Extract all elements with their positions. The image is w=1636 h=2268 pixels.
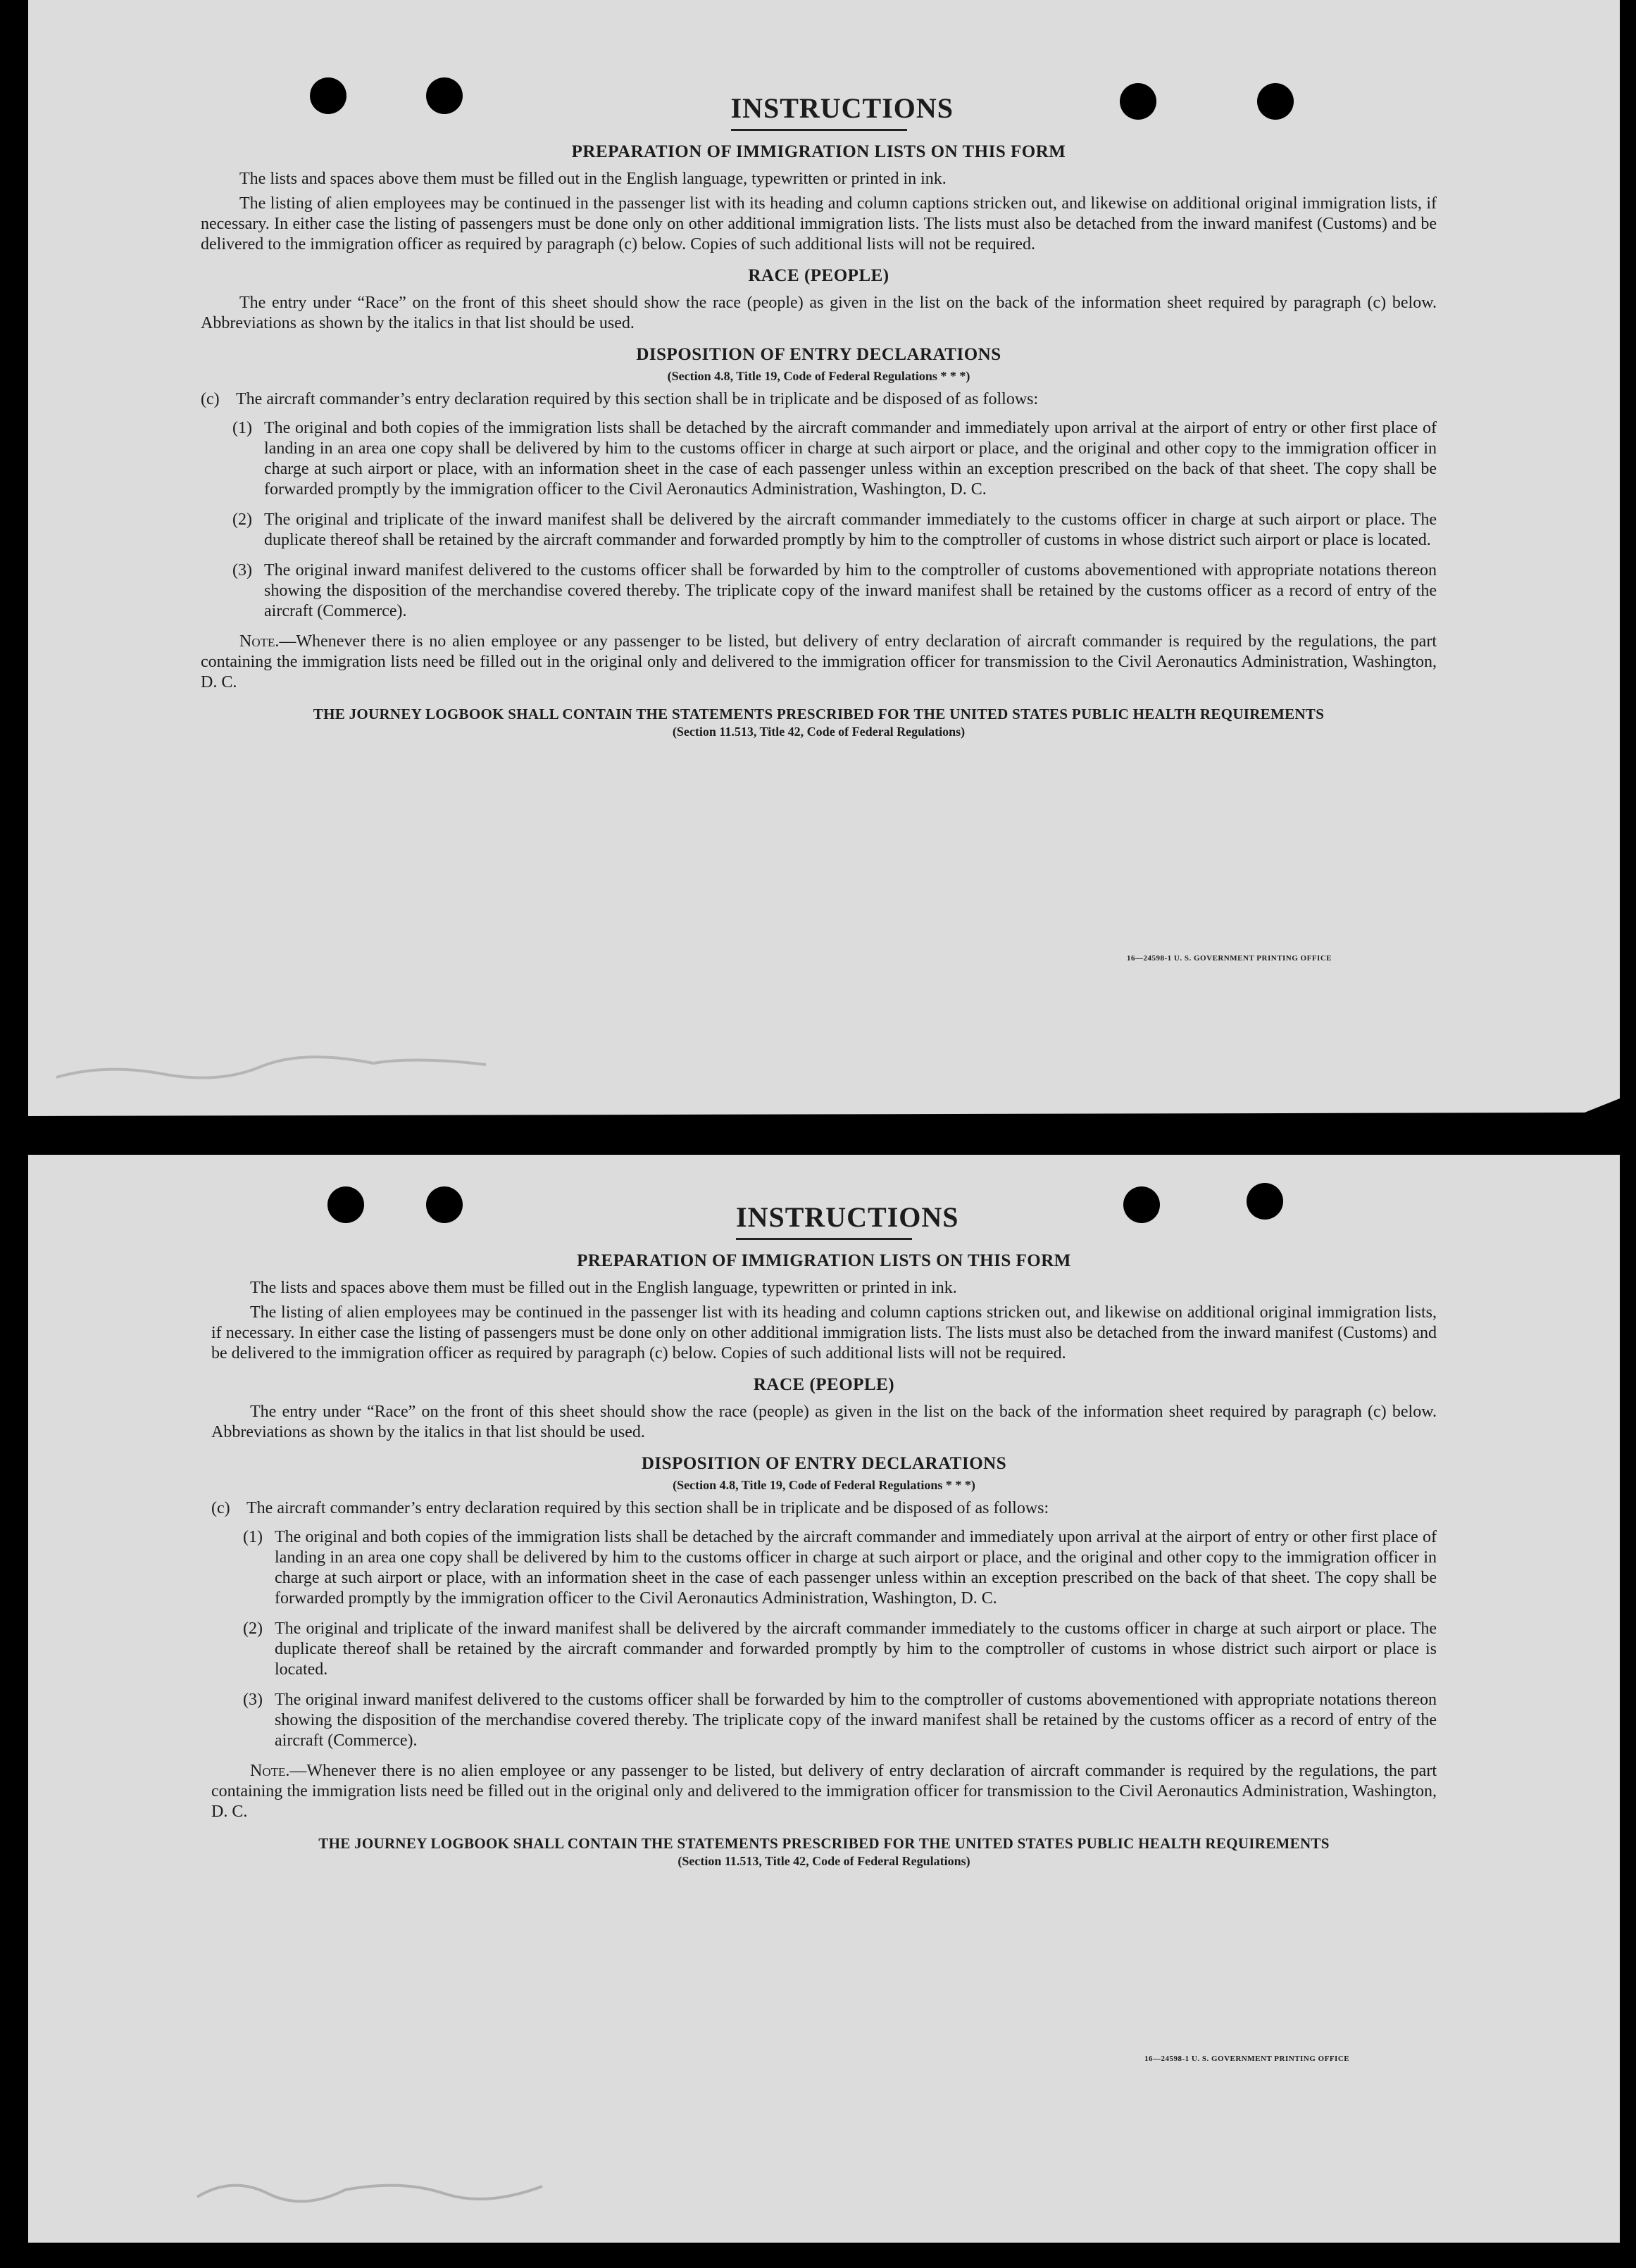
prep-heading: PREPARATION OF IMMIGRATION LISTS ON THIS FORM (577, 1251, 1071, 1270)
prep-heading: PREPARATION OF IMMIGRATION LISTS ON THIS FORM (571, 142, 1066, 161)
race-paragraph: The entry under “Race” on the front of this sheet should show the race (people) as given in the list on the back of the information sheet required by paragraph (c) below. Abbreviations as shown by the italics in that list should be used. (201, 294, 1437, 332)
torn-edge (0, 1098, 1636, 1155)
printing-office-code: 16—24598-1 U. S. GOVERNMENT PRINTING OFFICE (1144, 2055, 1350, 2063)
list-item (243, 1690, 1437, 1751)
prep-paragraph-2: The listing of alien employees may be continued in the passenger list with its heading and column captions stricken out, and likewise on additional original immigration lists, if necessary. In either case the listing of passengers must be done only on other additional immigration lists. The lists must also be detached from the inward manifest (Customs) and be delivered to the immigration officer as required by paragraph (c) below. Copies of such additional lists will not be required. (211, 1303, 1437, 1362)
list-item (243, 1527, 1437, 1609)
list-item (232, 560, 1437, 622)
journey-citation: (Section 11.513, Title 42, Code of Federal Regulations) (677, 1854, 970, 1868)
journey-statement: THE JOURNEY LOGBOOK SHALL CONTAIN THE STATEMENTS PRESCRIBED FOR THE UNITED STATES PUBLIC HEALTH REQUIREMENTS (313, 706, 1325, 722)
item-number: (2) (232, 510, 252, 529)
item-text: The original and both copies of the immigration lists shall be detached by the aircraft commander and immediately upon arrival at the airport of entry or other first place of landing in an area one copy shall be delivered by him to the customs officer in charge at such airport or place, and the original and other copy to the immigration officer in charge at such airport or place, with an information sheet in the case of each passenger unless within an exception prescribed on the back of that sheet. The copy shall be forwarded promptly by the immigration officer to the Civil Aeronautics Administration, Washington, D. C. (275, 1528, 1437, 1608)
item-number: (1) (243, 1528, 263, 1546)
item-text: The original and both copies of the immigration lists shall be detached by the aircraft commander and immediately upon arrival at the airport of entry or other first place of landing in an area one copy shall be delivered by him to the customs officer in charge at such airport or place, and the original and other copy to the immigration officer in charge at such airport or place, with an information sheet in the case of each passenger unless within an exception prescribed on the back of that sheet. The copy shall be forwarded promptly by the immigration officer to the Civil Aeronautics Administration, Washington, D. C. (264, 419, 1437, 499)
item-number: (1) (232, 419, 252, 437)
instructions-bottom (28, 1201, 1620, 1869)
paragraph-c-label: (c) (201, 390, 220, 408)
note-paragraph (211, 1761, 1437, 1822)
printing-office-code: 16—24598-1 U. S. GOVERNMENT PRINTING OFFICE (1127, 954, 1332, 963)
paragraph-c-text: The aircraft commander’s entry declaration required by this section shall be in triplicate and be disposed of as follows: (236, 390, 1039, 408)
prep-paragraph-1: The lists and spaces above them must be filled out in the English language, typewritten or printed in ink. (239, 170, 947, 188)
journey-citation: (Section 11.513, Title 42, Code of Federal Regulations) (672, 725, 966, 739)
note-label: Note. (250, 1762, 290, 1780)
list-item (232, 510, 1437, 551)
note-label: Note. (239, 632, 280, 651)
page-title: INSTRUCTIONS (736, 1201, 912, 1240)
journey-statement: THE JOURNEY LOGBOOK SHALL CONTAIN THE STATEMENTS PRESCRIBED FOR THE UNITED STATES PUBLIC HEALTH REQUIREMENTS (318, 1835, 1330, 1852)
item-number: (3) (243, 1691, 263, 1709)
instructions-top (28, 92, 1620, 739)
signature-mark (190, 2155, 556, 2218)
list-item (232, 418, 1437, 500)
disposition-citation: (Section 4.8, Title 19, Code of Federal Regulations * * *) (667, 369, 970, 383)
race-paragraph: The entry under “Race” on the front of this sheet should show the race (people) as given in the list on the back of the information sheet required by paragraph (c) below. Abbreviations as shown by the italics in that list should be used. (211, 1403, 1437, 1441)
item-text: The original and triplicate of the inward manifest shall be delivered by the aircraft commander immediately to the customs officer in charge at such airport or place. The duplicate thereof shall be retained by the aircraft commander and forwarded promptly by him to the comptroller of customs in whose district such airport or place is located. (264, 510, 1437, 549)
disposition-heading: DISPOSITION OF ENTRY DECLARATIONS (641, 1454, 1007, 1473)
disposition-citation: (Section 4.8, Title 19, Code of Federal Regulations * * *) (673, 1478, 975, 1492)
note-paragraph (201, 632, 1437, 693)
paragraph-c (201, 389, 1437, 410)
note-text: —Whenever there is no alien employee or any passenger to be listed, but delivery of entry declaration of aircraft commander is required by the regulations, the part containing the immigration lists need be filled out in the original only and delivered to the immigration officer for transmission to the Civil Aeronautics Administration, Washington, D. C. (211, 1762, 1437, 1821)
race-heading: RACE (PEOPLE) (748, 266, 889, 285)
disposition-heading: DISPOSITION OF ENTRY DECLARATIONS (636, 345, 1001, 364)
item-text: The original inward manifest delivered to the customs officer shall be forwarded by him to the comptroller of customs abovementioned with appropriate notations thereon showing the disposition of the merchandise covered thereby. The triplicate copy of the inward manifest shall be retained by the customs officer as a record of entry of the aircraft (Commerce). (275, 1691, 1437, 1750)
prep-paragraph-2: The listing of alien employees may be continued in the passenger list with its heading and column captions stricken out, and likewise on additional original immigration lists, if necessary. In either case the listing of passengers must be done only on other additional immigration lists. The lists must also be detached from the inward manifest (Customs) and be delivered to the immigration officer as required by paragraph (c) below. Copies of such additional lists will not be required. (201, 194, 1437, 253)
list-item (243, 1619, 1437, 1680)
signature-mark (49, 1035, 500, 1091)
item-text: The original and triplicate of the inward manifest shall be delivered by the aircraft commander immediately to the customs officer in charge at such airport or place. The duplicate thereof shall be retained by the aircraft commander and forwarded promptly by him to the comptroller of customs in whose district such airport or place is located. (275, 1619, 1437, 1679)
note-text: —Whenever there is no alien employee or any passenger to be listed, but delivery of entry declaration of aircraft commander is required by the regulations, the part containing the immigration lists need be filled out in the original only and delivered to the immigration officer for transmission to the Civil Aeronautics Administration, Washington, D. C. (201, 632, 1437, 691)
item-text: The original inward manifest delivered to the customs officer shall be forwarded by him to the comptroller of customs abovementioned with appropriate notations thereon showing the disposition of the merchandise covered thereby. The triplicate copy of the inward manifest shall be retained by the customs officer as a record of entry of the aircraft (Commerce). (264, 561, 1437, 620)
prep-paragraph-1: The lists and spaces above them must be filled out in the English language, typewritten or printed in ink. (250, 1279, 957, 1297)
race-heading: RACE (PEOPLE) (753, 1375, 895, 1394)
page-title: INSTRUCTIONS (731, 92, 907, 131)
paragraph-c-text: The aircraft commander’s entry declaration required by this section shall be in triplicate and be disposed of as follows: (246, 1499, 1049, 1517)
item-number: (2) (243, 1619, 263, 1638)
item-number: (3) (232, 561, 252, 579)
paragraph-c-label: (c) (211, 1499, 230, 1517)
paragraph-c (211, 1498, 1437, 1519)
